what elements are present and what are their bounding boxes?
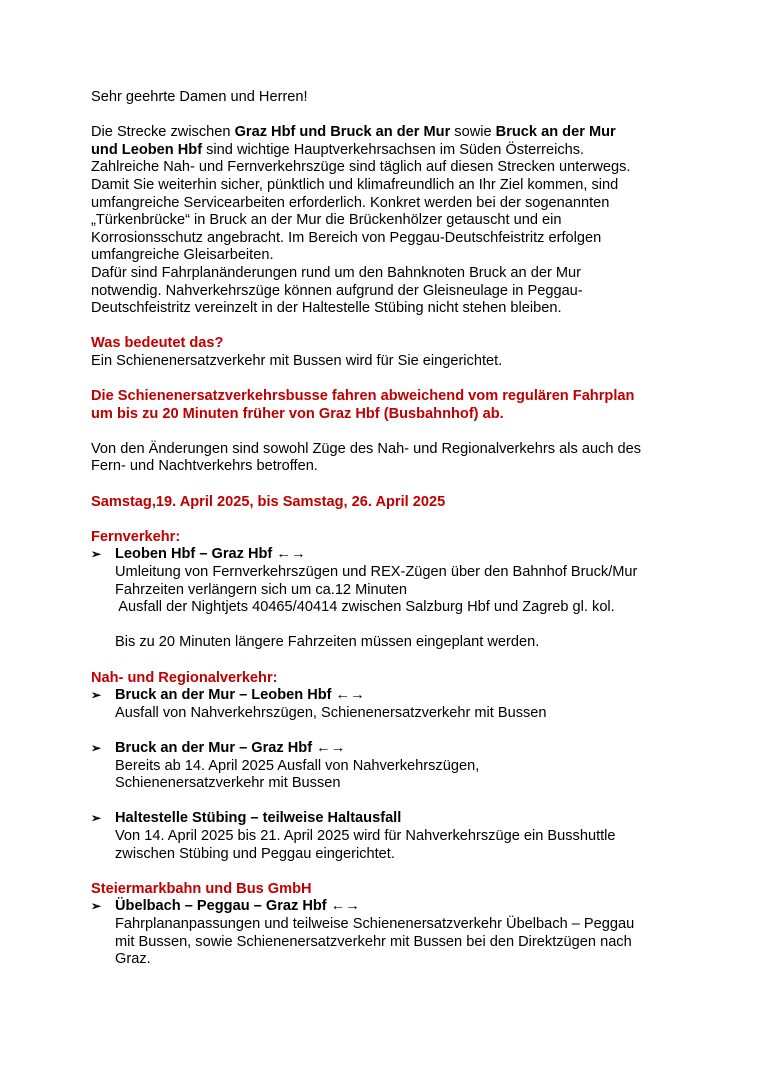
intro-text: sind wichtige Hauptverkehrsachsen im Süden Österreichs. (202, 141, 585, 158)
bullet-arrow-icon: ➢ (91, 547, 102, 562)
route-detail: Bereits ab 14. April 2025 Ausfall von Nahverkehrszügen, (115, 757, 480, 774)
route-title: Bruck an der Mur – Graz Hbf ←→ (115, 739, 346, 756)
route-title: Haltestelle Stübing – teilweise Haltausfall (115, 810, 402, 827)
intro-line: Dafür sind Fahrplanänderungen rund um den Bahnknoten Bruck an der Mur (91, 264, 582, 281)
intro-line: Damit Sie weiterhin sicher, pünktlich und klimafreundlich an Ihr Ziel kommen, sind (91, 176, 619, 193)
route-detail: Ausfall von Nahverkehrszügen, Schienenersatzverkehr mit Bussen (115, 704, 547, 721)
route-detail: Schienenersatzverkehr mit Bussen (115, 775, 341, 792)
nahverkehr-item-2 (91, 740, 691, 793)
route-detail: Von 14. April 2025 bis 21. April 2025 wird für Nahverkehrszüge ein Busshuttle (115, 827, 616, 844)
intro-line: notwendig. Nahverkehrszüge können aufgrund der Gleisneulage in Peggau- (91, 282, 583, 299)
route-title: Übelbach – Peggau – Graz Hbf ←→ (115, 898, 360, 915)
intro-paragraph (91, 124, 691, 318)
bullet-arrow-icon: ➢ (91, 811, 102, 826)
intro-line: umfangreiche Gleisarbeiten. (91, 247, 274, 264)
affected-line: Von den Änderungen sind sowohl Züge des Nah- und Regionalverkehrs als auch des (91, 440, 642, 457)
bullet-arrow-icon: ➢ (91, 688, 102, 703)
intro-line: Deutschfeistritz vereinzelt in der Haltestelle Stübing nicht stehen bleiben. (91, 300, 562, 317)
greeting: Sehr geehrte Damen und Herren! (91, 89, 308, 105)
intro-text: Die Strecke zwischen (91, 124, 235, 141)
intro-bold: Bruck an der Mur (495, 124, 616, 141)
stb-item (91, 898, 691, 968)
route-detail: mit Bussen, sowie Schienenersatzverkehr mit Bussen bei den Direktzügen nach (115, 933, 632, 950)
intro-line: Zahlreiche Nah- und Fernverkehrszüge sind täglich auf diesen Strecken unterwegs. (91, 159, 631, 176)
intro-line: Korrosionsschutz angebracht. Im Bereich von Peggau-Deutschfeistritz erfolgen (91, 229, 602, 246)
notice-line: um bis zu 20 Minuten früher von Graz Hbf (Busbahnhof) ab. (91, 405, 504, 422)
intro-text: sowie (450, 124, 496, 141)
route-detail: Bis zu 20 Minuten längere Fahrzeiten müssen eingeplant werden. (115, 634, 540, 651)
nahverkehr-item-3 (91, 810, 691, 863)
period-heading: Samstag,19. April 2025, bis Samstag, 26. April 2025 (91, 493, 446, 510)
bullet-arrow-icon: ➢ (91, 740, 102, 755)
route-detail: Graz. (115, 951, 151, 968)
meaning-text: Ein Schienenersatzverkehr mit Bussen wird für Sie eingerichtet. (91, 352, 503, 369)
nahverkehr-item-1 (91, 687, 691, 722)
route-title: Leoben Hbf – Graz Hbf ←→ (115, 546, 306, 563)
route-detail: Fahrzeiten verlängern sich um ca.12 Minuten (115, 581, 408, 598)
bullet-arrow-icon: ➢ (91, 899, 102, 914)
affected-line: Fern- und Nachtverkehrs betroffen. (91, 458, 318, 475)
fernverkehr-heading: Fernverkehr: (91, 528, 181, 545)
intro-bold: und Leoben Hbf (91, 141, 203, 158)
intro-line (91, 124, 691, 142)
route-detail: zwischen Stübing und Peggau eingerichtet. (115, 845, 395, 862)
intro-bold: Graz Hbf und Bruck an der Mur (234, 124, 451, 141)
intro-line: „Türkenbrücke“ in Bruck an der Mur die Brückenhölzer getauscht und ein (91, 212, 562, 229)
route-title: Bruck an der Mur – Leoben Hbf ←→ (115, 687, 365, 704)
route-detail: Ausfall der Nightjets 40465/40414 zwischen Salzburg Hbf und Zagreb gl. kol. (115, 599, 615, 616)
route-detail: Fahrplananpassungen und teilweise Schienenersatzverkehr Übelbach – Peggau (115, 915, 635, 932)
meaning-heading: Was bedeutet das? (91, 335, 224, 352)
intro-line: umfangreiche Servicearbeiten erforderlich. Konkret werden bei der sogenannten (91, 194, 610, 211)
document-page (91, 89, 691, 969)
notice-line: Die Schienenersatzverkehrsbusse fahren abweichend vom regulären Fahrplan (91, 388, 635, 405)
route-detail: Umleitung von Fernverkehrszügen und REX-Zügen über den Bahnhof Bruck/Mur (115, 564, 638, 581)
intro-line (91, 142, 691, 160)
fernverkehr-item (91, 546, 691, 652)
nahverkehr-heading: Nah- und Regionalverkehr: (91, 669, 278, 686)
stb-heading: Steiermarkbahn und Bus GmbH (91, 880, 312, 897)
